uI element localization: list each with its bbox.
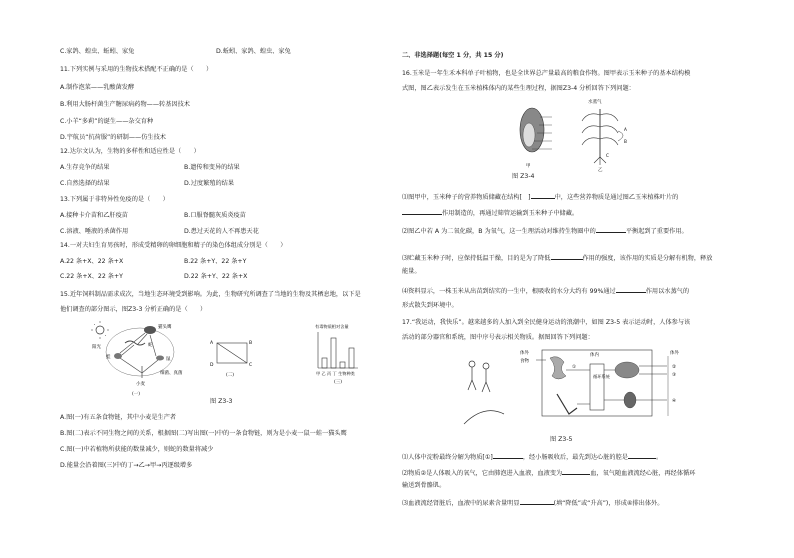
label-3: ③ (672, 373, 677, 378)
q17-sub1 (402, 452, 662, 462)
node-b: B (249, 341, 253, 346)
toxin-chart-title: 有毒物质相对含量 (315, 324, 349, 329)
node-c: C (249, 363, 253, 368)
q13-option-a: A.接种卡介苗和乙肝疫苗 (60, 212, 128, 219)
frog-icon (114, 353, 122, 359)
q11-stem: 11.下列实例与采用的生物技术搭配不正确的是（ ） (60, 66, 213, 73)
q14-option-b: B.22 条+Y、22 条+Y (184, 258, 247, 265)
q16-sub2 (402, 226, 688, 236)
snake-label: 蛇 (148, 343, 153, 348)
q11-option-a: A.制作泡菜——乳酸菌发酵 (60, 84, 135, 91)
q12-stem: 12.达尔文认为，生物的多样性和适应性是（ ） (60, 148, 200, 155)
q16-sub4-text-a: ⑷资料显示，一株玉米从出苗到结实的一生中，根吸收的水分大约有 99%通过 (402, 288, 616, 295)
circulation-label: 循环系统 (593, 374, 610, 379)
arrow-c-label: C (606, 153, 609, 158)
q10-option-c: C.家鸽、蝗虫、蚯蚓、家兔 (60, 48, 135, 55)
q14-option-a: A.22 条+X、22 条+X (60, 258, 124, 265)
figure-z3-4 (512, 95, 662, 173)
q16-intro-line2: 式图，图乙表示发生在玉米植株体内的某些生理过程，据图Z3-4 分析回答下列问题： (402, 85, 635, 92)
mouse-icon (156, 356, 164, 361)
sun-label: 阳光 (92, 345, 101, 350)
diagram-3-label: (三) (334, 380, 343, 385)
gas-exchange-arrows (618, 131, 623, 141)
frog-label: 蛙 (106, 355, 111, 360)
q16-sub4-line2: 形式散失到环境中。 (402, 302, 458, 309)
sun-icon (96, 326, 104, 334)
q13-option-d: D.患过天花的人不再患天花 (184, 228, 259, 235)
node-d: D (210, 363, 214, 368)
figure-z3-5-caption: 图 Z3-5 (550, 436, 573, 443)
q16-sub1-line1 (402, 192, 678, 202)
intestine-icon (550, 357, 566, 379)
q16-sub3-line1 (402, 253, 712, 263)
q16-sub4-line1 (402, 286, 689, 296)
wheat-label: 小麦 (136, 382, 145, 387)
label-1: ① (572, 365, 577, 370)
diagram-2-label: (二) (226, 373, 235, 378)
q16-sub3-text-a: ⑶贮藏玉米种子时，应保持低温干燥，目的是为了降低 (402, 255, 551, 262)
q17-sub1-blank2[interactable] (628, 452, 656, 459)
q17-sub3-text-b: (填“降低”或“升高”)，形成④排出体外。 (553, 500, 664, 507)
label-4: ④ (672, 399, 677, 404)
arrow-b-label: B (624, 139, 627, 144)
water-vapor-label: 水蒸气 (588, 100, 602, 105)
q16-sub2-text-a: ⑵图乙中若 A 为二氧化碳，B 为氧气，这一生理活动对维持生物圈中的 (402, 228, 596, 235)
q13-option-c: C.溶液、唾液的杀菌作用 (60, 228, 129, 235)
q16-sub1-blank1[interactable] (531, 192, 555, 199)
bar-yi (331, 338, 336, 368)
q17-intro-line1: 17.“我运动，我快乐”。越来越多的人加入到全民健身运动的浪潮中，如图 Z3-5 表示运动时，人体参与该 (402, 319, 691, 326)
q16-sub3-text-b: 作用的强度，该作用的实质是分解有机物，释放 (582, 255, 713, 262)
figure-z3-3 (90, 318, 390, 398)
node-a: A (210, 341, 214, 346)
bar-bing (340, 362, 345, 368)
q16-sub1-line2 (402, 208, 578, 218)
q15-option-d: D.能量会沿着图(三)中的丁→乙→甲→丙逐级增多 (60, 462, 193, 469)
q16-sub4-text-b: 作用以水蒸气的 (645, 288, 690, 295)
q15-option-a: A.图(一)有五条食物链，其中小麦是生产者 (60, 414, 177, 421)
q17-sub1-text-a: ⑴人体中淀粉最终分解为物质[①] (402, 454, 493, 461)
mouse-label: 鼠 (166, 357, 171, 362)
q14-stem: 14.一对夫妇生育男孩时，形成受精卵的卵细胞和精子的染色体组成分别是（ ） (60, 242, 287, 249)
figure-z3-3-caption: 图 Z3-3 (210, 398, 233, 405)
q16-sub3-blank[interactable] (551, 253, 583, 260)
outside-right-label: 体外 (670, 351, 679, 356)
figure-z3-5 (462, 344, 702, 434)
arrow-a-label: A (624, 127, 627, 132)
q12-option-d: D.过度繁殖的结果 (184, 180, 235, 187)
figure-z3-4-caption: 图 Z3-4 (512, 173, 535, 180)
q14-option-c: C.22 条+X、22 条+Y (60, 273, 123, 280)
q16-sub2-text-b: 平衡起到了重要作用。 (625, 228, 688, 235)
q12-option-a: A.生存竞争的结果 (60, 164, 110, 171)
q12-option-c: C.自然选择的结果 (60, 180, 110, 187)
cycle-ring (106, 328, 174, 376)
q16-intro-line1: 16.玉米是一年生禾本科单子叶植物，也是全世界总产量最高的粮食作物。图甲表示玉米种子的基本结构模 (402, 70, 691, 77)
q11-option-b: B.利用大肠杆菌生产糖尿病药物——转基因技术 (60, 101, 190, 108)
q10-option-d: D.蚯蚓、家鸽、蝗虫、家兔 (216, 48, 291, 55)
q16-sub1-blank2[interactable] (402, 208, 442, 215)
snake-icon (125, 341, 145, 345)
kidney-icon (624, 392, 636, 408)
q17-sub2-text-a: ⑵物质②是人体吸入的氧气，它由肺泡进入血液，血液变为 (402, 470, 563, 477)
q17-sub2-blank[interactable] (562, 468, 590, 475)
bar-jia (322, 358, 327, 368)
q17-sub1-text-b: ，经小肠吸收后，最先到达心脏的腔是 (522, 454, 628, 461)
inside-label: 体内 (590, 353, 599, 358)
q16-sub1-text-c: 作用制造的，再通过筛管运输到玉米种子中储藏。 (442, 210, 579, 217)
q17-intro-line2: 活动的部分器官和系统，图中序号表示相关物质。据图回答下列问题： (402, 334, 594, 341)
food-label: 食物 (520, 359, 529, 364)
label-2: ② (672, 365, 677, 370)
q17-sub2-line1 (402, 468, 695, 478)
figure-jia-label: 甲 (526, 164, 531, 169)
q13-stem: 13.下列属于非特异性免疫的是（ ） (60, 196, 169, 203)
corn-embryo (523, 123, 535, 147)
figure-yi-label: 乙 (598, 168, 603, 173)
diagram-1-label: (一) (132, 392, 141, 397)
q15-option-b: B.图(二)表示不同生物之间的关系，根据图(二)写出图(一)中的一条食物链，则为是小麦一鼠一蛙一猫头鹰 (60, 430, 347, 437)
q16-sub3-line2: 能量。 (402, 268, 421, 275)
section-title: 二、非选择题(每空 1 分，共 15 分) (402, 52, 504, 59)
q17-sub2-line2: 输送到骨骼肌。 (402, 482, 446, 489)
muscle-icon (557, 394, 577, 414)
q16-sub1-text-a: ⑴图甲中，玉米种子的营养物质储藏在结构[ ] (402, 194, 531, 201)
q17-sub3-text-a: ⑶血液流经肾脏后，血液中的尿素含量明显 (402, 500, 520, 507)
q11-option-c: C.小羊“多莉”的诞生——杂交育种 (60, 118, 154, 125)
outside-label: 体外 (520, 351, 529, 356)
bar-ding (349, 348, 354, 368)
relation-diagonal (217, 343, 247, 363)
q15-stem-line2: 他们调查的部分图示，图Z3-3 分析正确的是（ ） (60, 306, 207, 313)
food-web-arrows (120, 333, 158, 373)
fungi-label: 细菌、真菌 (160, 371, 183, 376)
circulation-box (590, 364, 604, 410)
q17-sub3 (402, 498, 663, 508)
q16-sub2-blank[interactable] (596, 226, 626, 233)
q17-sub2-text-b: 血，氧气随血液流经心脏，再经体循环 (590, 470, 696, 477)
lung-icon (615, 362, 639, 378)
chart-x-label: 甲 乙 丙 丁 生物种类 (316, 371, 355, 376)
q17-sub1-blank1[interactable] (493, 452, 523, 459)
hawk-label: 猫头鹰 (158, 325, 172, 330)
q16-sub1-text-b: 中，这些营养物质是通过图乙玉米植株叶片的 (554, 194, 679, 201)
q11-option-d: D.宇航员“抗荷服”的研制——仿生技术 (60, 134, 166, 141)
q15-option-c: C.图(一)中若植物所获能的数量减少，则蛇的数量将减少 (60, 446, 214, 453)
q17-sub1-text-c: 。 (656, 454, 663, 461)
q12-option-b: B.遗传和变异的结果 (184, 164, 240, 171)
q13-option-b: B.口服脊髓灰质炎疫苗 (184, 212, 246, 219)
q17-sub3-blank[interactable] (520, 498, 554, 505)
q14-option-d: D.22 条+Y、22 条+X (184, 273, 248, 280)
q15-stem-line1: 15.近年饲料制品需求成次，当地生态环境受到影响。为此，生物研究所调查了当地的生物及其栖息地，以下是 (60, 291, 361, 298)
runners-icon (464, 361, 504, 424)
q16-sub4-blank[interactable] (616, 286, 646, 293)
